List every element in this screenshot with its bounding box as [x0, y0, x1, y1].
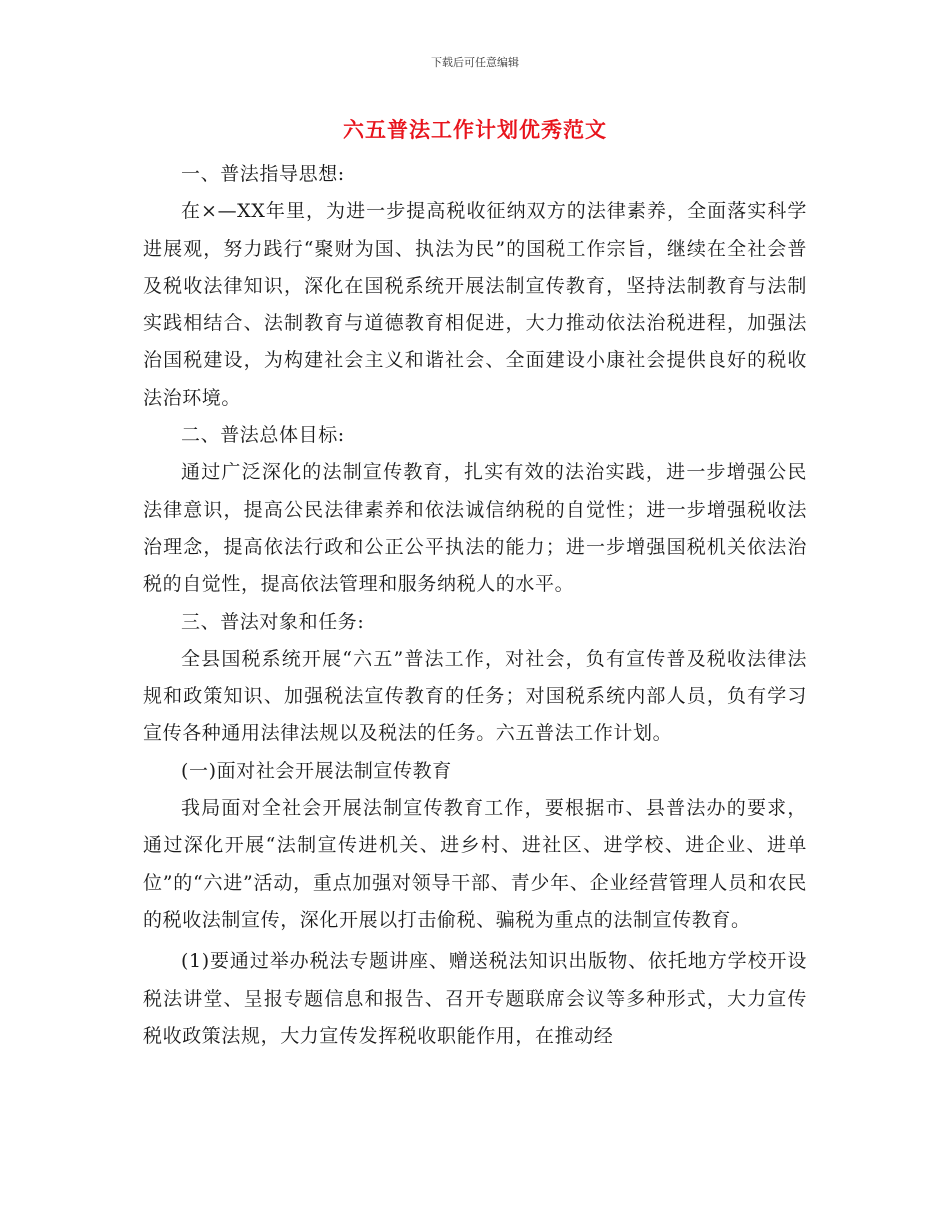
document-title: 六五普法工作计划优秀范文	[343, 118, 607, 142]
page-header-note: 下载后可任意编辑	[431, 56, 519, 69]
paragraph-item-1: (1)要通过举办税法专题讲座、赠送税法知识出版物、依托地方学校开设税法讲堂、呈报专题信息和报告、召开专题联席会议等多种形式，大力宣传税收政策法规，大力宣传发挥税收职能作用，在推动经	[143, 950, 807, 1047]
document-body	[143, 156, 807, 1055]
paragraph-public-education: 我局面对全社会开展法制宣传教育工作，要根据市、县普法办的要求，通过深化开展“法制宣传进机关、进乡村、进社区、进学校、进企业、进单位”的“六进”活动，重点加强对领导干部、青少年、企业经营管理人员和农民的税收法制宣传，深化开展以打击偷税、骗税为重点的法制宣传教育。	[143, 797, 807, 931]
section-heading-overall-goal: 二、普法总体目标:	[181, 424, 345, 447]
section-heading-guiding-thought: 一、普法指导思想:	[181, 163, 345, 185]
paragraph-overall-goal: 通过广泛深化的法制宣传教育，扎实有效的法治实践，进一步增强公民法律意识，提高公民法律素养和依法诚信纳税的自觉性；进一步增强税收法治理念，提高依法行政和公正公平执法的能力；进一步增强国税机关依法治税的自觉性，提高依法管理和服务纳税人的水平。	[143, 461, 807, 596]
subsection-heading-public-education: (一)面对社会开展法制宣传教育	[181, 759, 452, 782]
paragraph-targets-tasks: 全县国税系统开展“六五”普法工作，对社会，负有宣传普及税收法律法规和政策知识、加强税法宣传教育的任务；对国税系统内部人员，负有学习宣传各种通用法律法规以及税法的任务。六五普法工作计划。	[143, 647, 807, 745]
section-heading-targets-tasks: 三、普法对象和任务:	[181, 610, 365, 633]
paragraph-guiding-thought: 在×—XX年里，为进一步提高税收征纳双方的法律素养，全面落实科学进展观，努力践行“聚财为国、执法为民”的国税工作宗旨，继续在全社会普及税收法律知识，深化在国税系统开展法制宣传教育，坚持法制教育与法制实践相结合、法制教育与道德教育相促进，大力推动依法治税进程，加强法治国税建设，为构建社会主义和谐社会、全面建设小康社会提供良好的税收法治环境。	[143, 200, 807, 409]
